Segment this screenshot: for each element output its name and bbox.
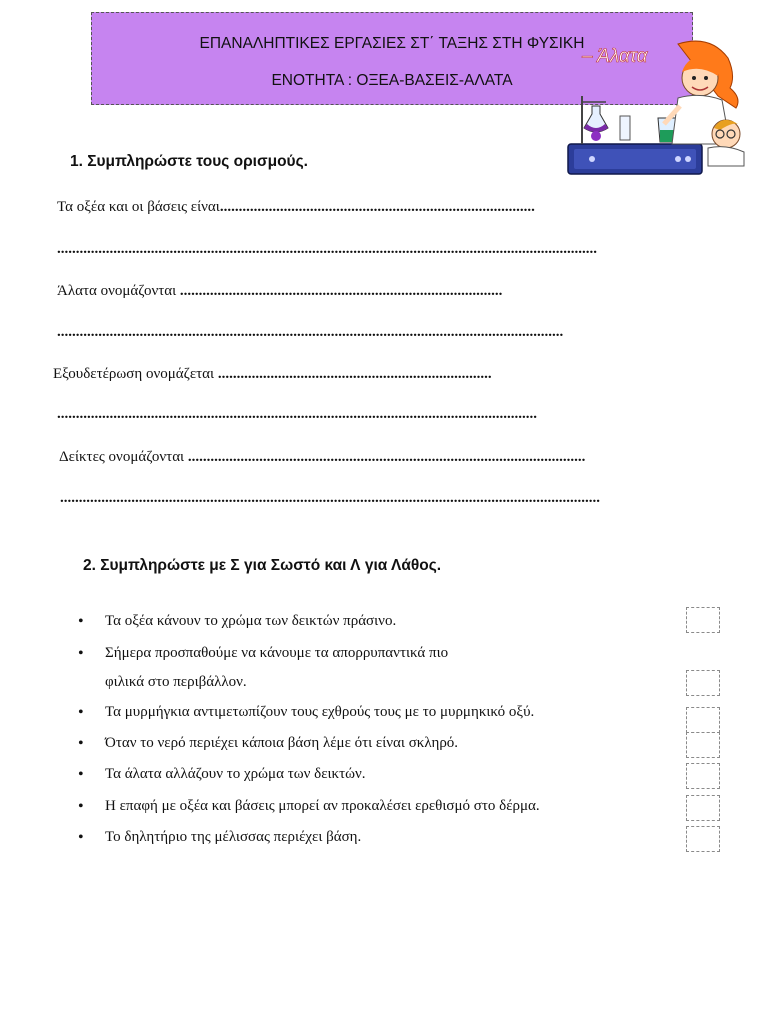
answer-box[interactable]	[686, 607, 720, 633]
definition-line[interactable]	[57, 324, 563, 341]
definition-line[interactable]	[57, 283, 502, 300]
statement-text: Τα οξέα κάνουν το χρώμα των δεικτών πράσινο.	[105, 613, 397, 629]
definition-line[interactable]	[53, 366, 492, 383]
bullet-icon: •	[78, 735, 84, 752]
definition-line[interactable]	[57, 406, 537, 423]
statement-text: φιλικά στο περιβάλλον.	[105, 674, 247, 690]
statement-text: Όταν το νερό περιέχει κάποια βάση λέμε ότι είναι σκληρό.	[105, 735, 459, 751]
answer-box[interactable]	[686, 763, 720, 789]
answer-blank[interactable]: ................................................................................................................................	[57, 406, 537, 422]
illustration-label: – Άλατα	[582, 46, 648, 67]
statement-text: Τα άλατα αλλάζουν το χρώμα των δεικτών.	[105, 766, 366, 782]
answer-blank[interactable]: ....................................................................................	[219, 199, 535, 215]
definition-line[interactable]	[60, 490, 600, 507]
bullet-icon: •	[78, 645, 84, 662]
answer-box[interactable]	[686, 670, 720, 696]
answer-blank[interactable]: ................................................................................................................................................	[57, 241, 597, 257]
bullet-icon: •	[78, 766, 84, 783]
definition-prompt: Εξουδετέρωση ονομάζεται	[53, 366, 218, 382]
answer-blank[interactable]: ......................................................................................	[179, 283, 503, 299]
definition-line[interactable]	[57, 241, 597, 258]
definition-prompt: Δείκτες ονομάζονται	[59, 449, 188, 465]
bullet-icon: •	[78, 829, 84, 846]
section2-title: 2. Συμπληρώστε με Σ για Σωστό και Λ για Λάθος.	[83, 557, 442, 574]
bullet-icon: •	[78, 613, 84, 630]
worksheet-title: ΕΠΑΝΑΛΗΠΤΙΚΕΣ ΕΡΓΑΣΙΕΣ ΣΤ΄ ΤΑΞΗΣ ΣΤΗ ΦΥΣΙΚΗ	[199, 35, 585, 52]
unit-title: ΕΝΟΤΗΤΑ : ΟΞΕΑ-ΒΑΣΕΙΣ-ΑΛΑΤΑ	[271, 72, 513, 89]
bullet-icon: •	[78, 798, 84, 815]
definition-prompt: Τα οξέα και οι βάσεις είναι	[57, 199, 220, 215]
answer-box[interactable]	[686, 826, 720, 852]
definition-line[interactable]	[57, 199, 535, 216]
definition-prompt: Άλατα ονομάζονται	[57, 283, 180, 299]
answer-blank[interactable]: ................................................................................................................................................	[60, 490, 600, 506]
section1-title: 1. Συμπληρώστε τους ορισμούς.	[70, 153, 308, 170]
chemistry-lab-illustration	[560, 36, 750, 184]
answer-blank[interactable]: ..........................................................................................................	[187, 449, 586, 465]
definition-line[interactable]	[59, 449, 585, 466]
bullet-icon: •	[78, 704, 84, 721]
statement-text: Το δηλητήριο της μέλισσας περιέχει βάση.	[105, 829, 362, 845]
statement-text: Σήμερα προσπαθούμε να κάνουμε τα απορρυπαντικά πιο	[105, 645, 449, 661]
statement-text: Η επαφή με οξέα και βάσεις μπορεί αν προκαλέσει ερεθισμό στο δέρμα.	[105, 798, 540, 814]
statement-text: Τα μυρμήγκια αντιμετωπίζουν τους εχθρούς τους με το μυρμηκικό οξύ.	[105, 704, 535, 720]
answer-box[interactable]	[686, 732, 720, 758]
answer-blank[interactable]: .........................................................................	[217, 366, 492, 382]
answer-box[interactable]	[686, 707, 720, 733]
answer-blank[interactable]: .......................................................................................................................................	[57, 324, 564, 340]
answer-box[interactable]	[686, 795, 720, 821]
